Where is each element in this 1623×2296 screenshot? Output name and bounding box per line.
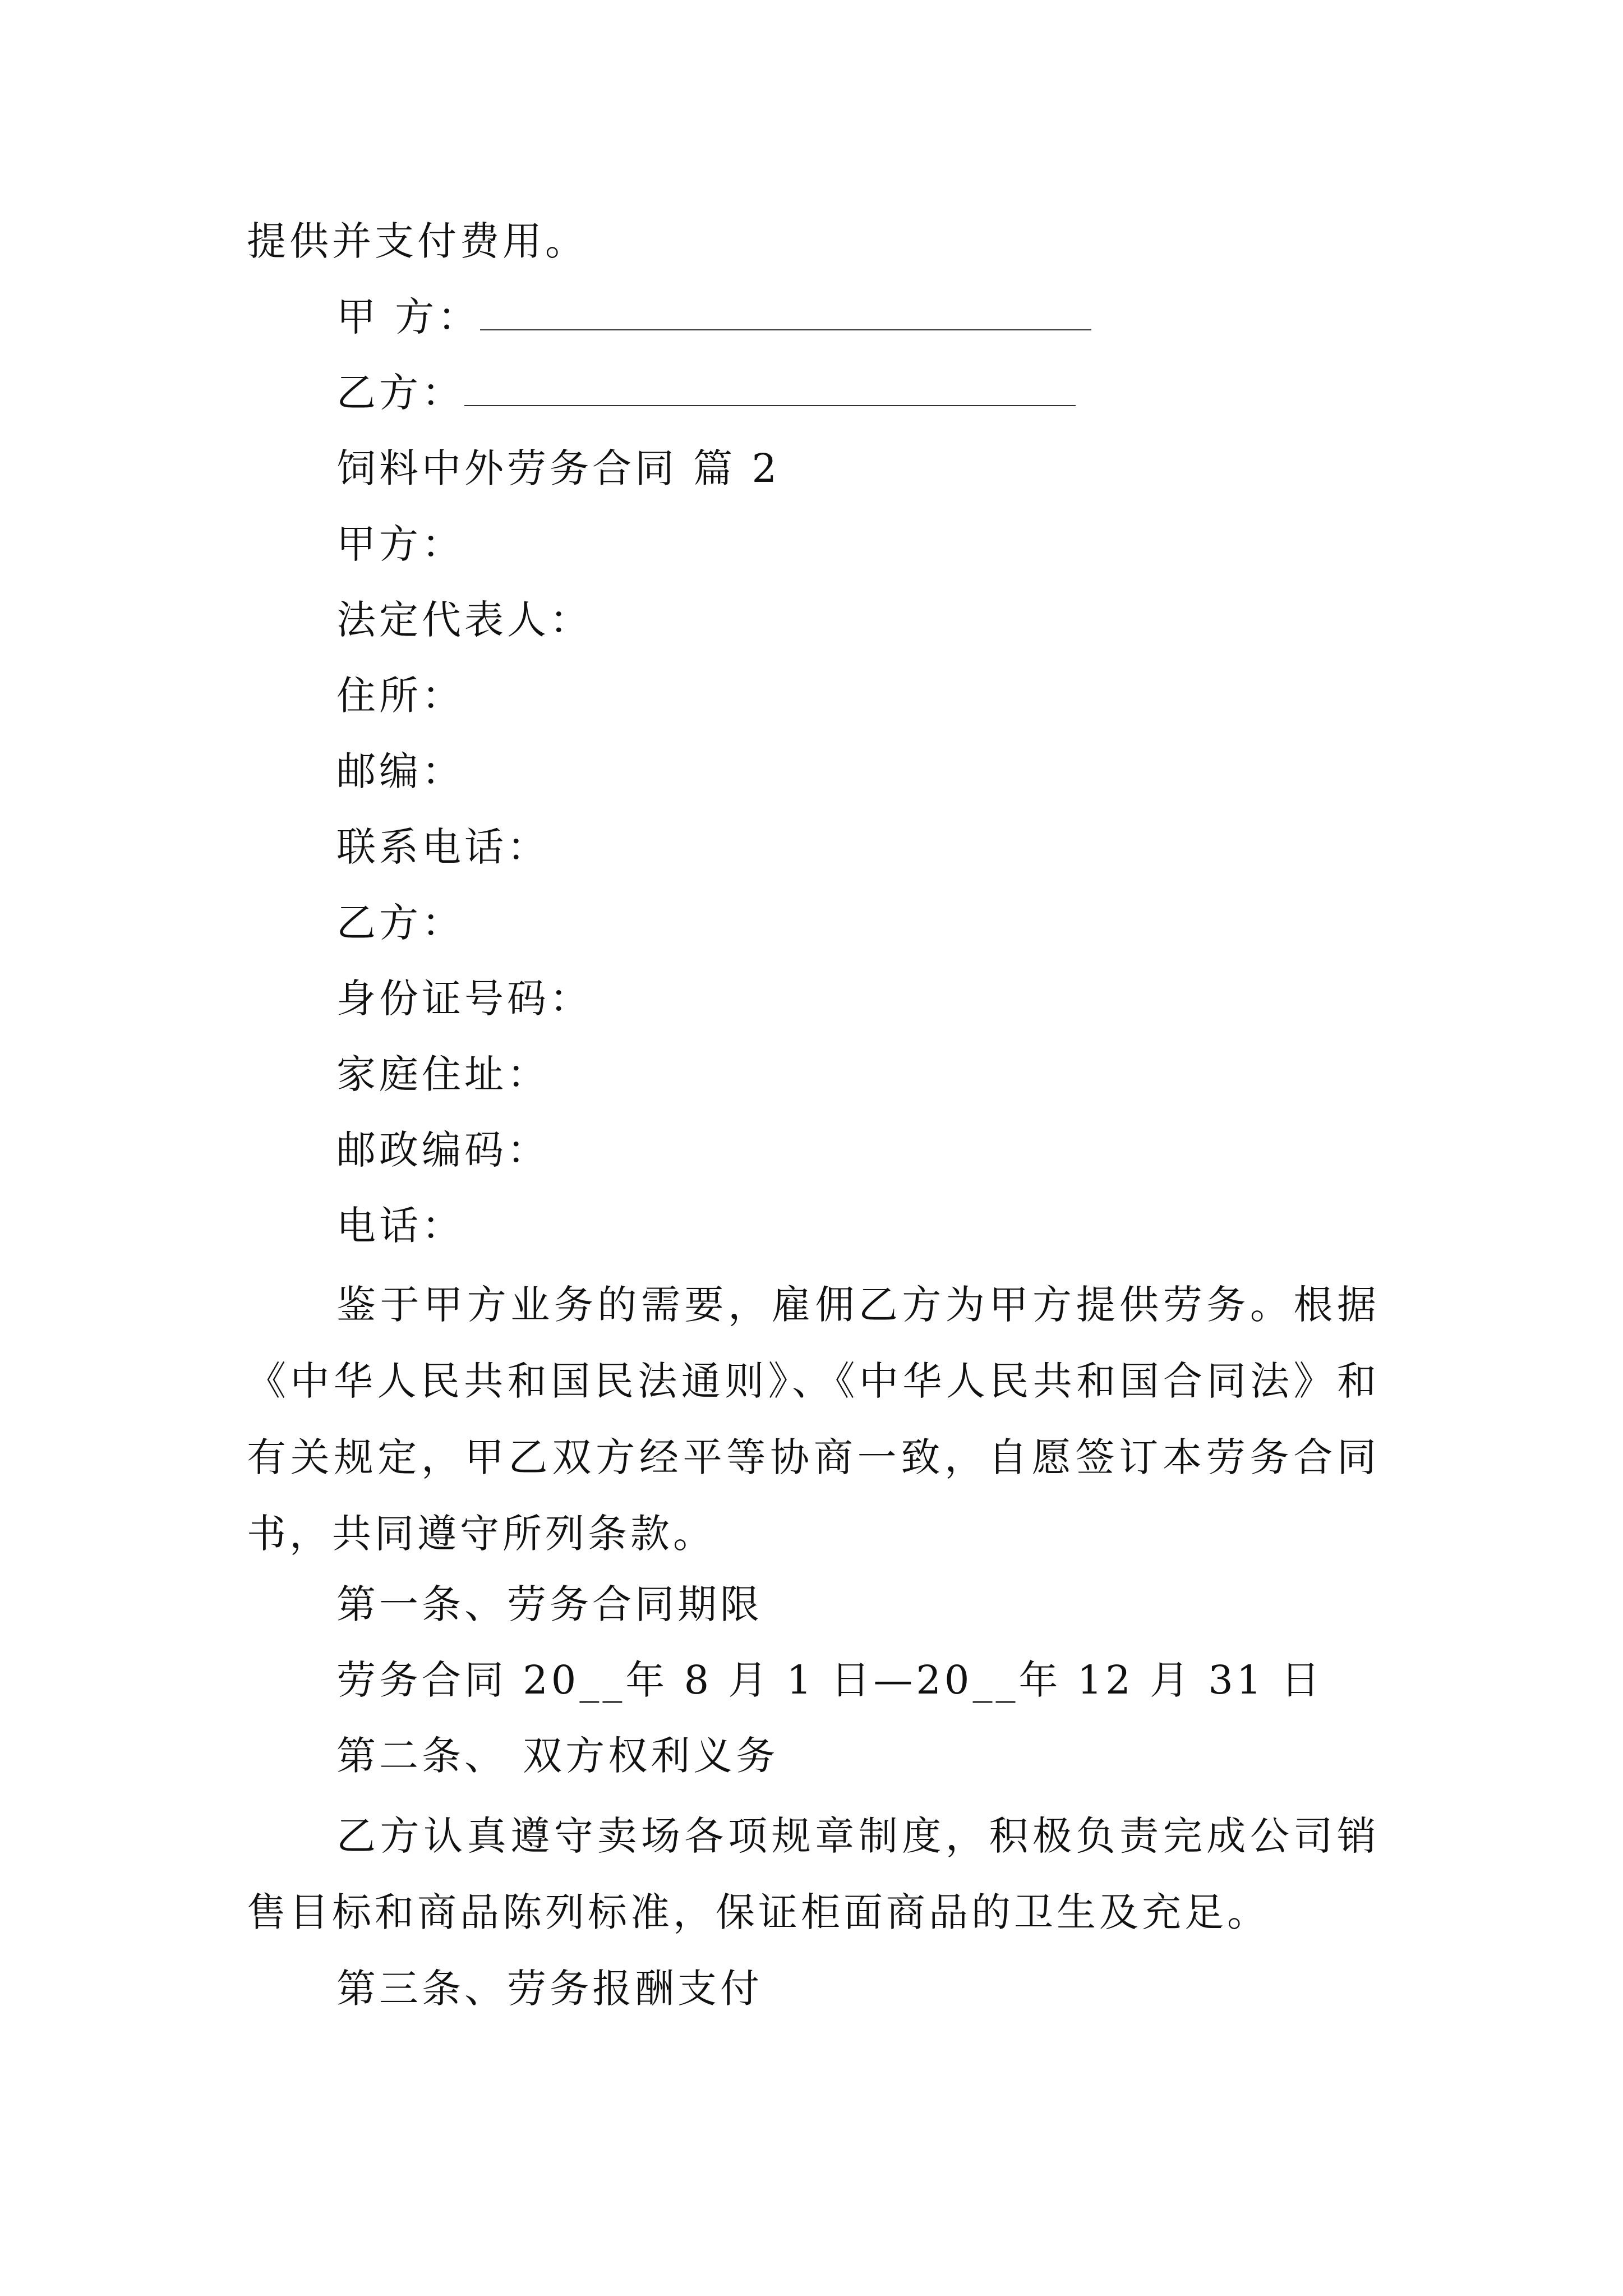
paragraph: 乙方认真遵守卖场各项规章制度，积极负责完成公司销售目标和商品陈列标准，保证柜面商品的卫生及充足。 xyxy=(247,1813,1380,1935)
party-b-label: 乙方： xyxy=(336,370,464,416)
paragraph: 鉴于甲方业务的需要，雇佣乙方为甲方提供劳务。根据《中华人民共和国民法通则》、《中华人民共和国合同法》和有关规定，甲乙双方经平等协商一致，自愿签订本劳务合同书，共同遵守所列条款。 xyxy=(247,1282,1380,1557)
field-label: 电话： xyxy=(336,1203,464,1249)
party-a-blank xyxy=(480,296,1091,330)
party-a-signature-line xyxy=(336,292,1091,342)
field-label: 住所： xyxy=(336,673,464,719)
field-label: 家庭住址： xyxy=(336,1051,550,1097)
party-a-label: 甲 方： xyxy=(336,294,481,340)
field-label: 甲方： xyxy=(336,521,464,567)
field-label: 身份证号码： xyxy=(336,976,592,1022)
clause-heading: 第一条、劳务合同期限 xyxy=(336,1581,763,1627)
field-label: 邮政编码： xyxy=(336,1127,550,1173)
party-b-signature-line xyxy=(336,367,1076,418)
text-line: 提供并支付费用。 xyxy=(247,218,588,264)
clause-heading: 第二条、 双方权利义务 xyxy=(336,1733,779,1779)
field-label: 邮编： xyxy=(336,748,464,794)
party-b-blank xyxy=(464,371,1076,406)
text-line: 劳务合同 20__年 8 月 1 日—20__年 12 月 31 日 xyxy=(336,1657,1324,1703)
clause-heading: 第三条、劳务报酬支付 xyxy=(336,1966,763,2012)
field-label: 联系电话： xyxy=(336,824,550,870)
field-label: 乙方： xyxy=(336,900,464,946)
section-title: 饲料中外劳务合同 篇 2 xyxy=(336,445,781,491)
field-label: 法定代表人： xyxy=(336,597,592,643)
